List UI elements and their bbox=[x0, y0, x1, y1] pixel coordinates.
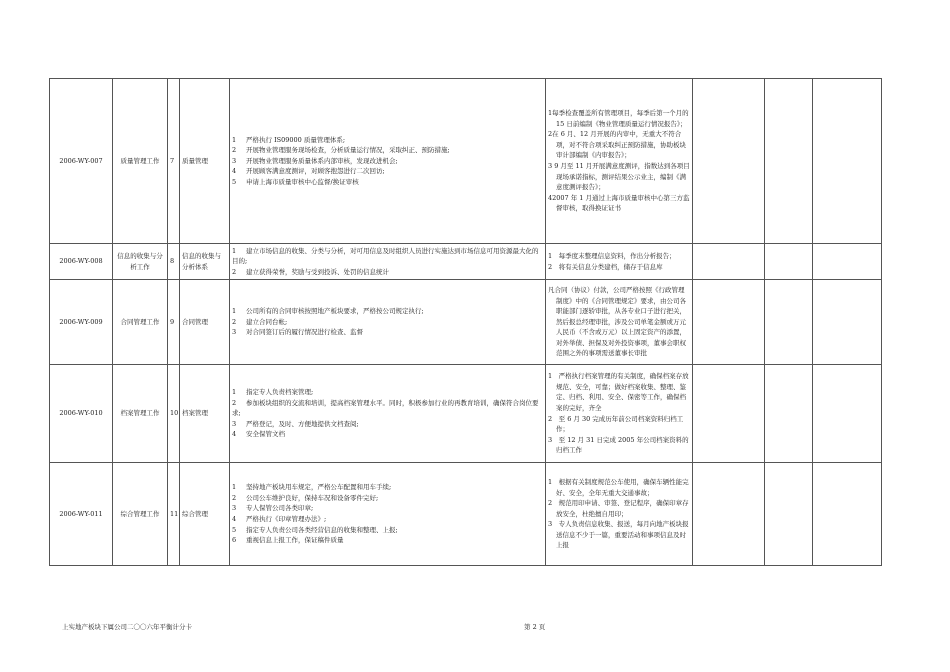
requirement-number: 1 bbox=[232, 388, 237, 397]
goal-line: 1每季检查覆盖所有管理项目，每季后第一个月的 15 日前编制《物业管理质量运行情况报告》； bbox=[548, 109, 689, 128]
requirement-number: 3 bbox=[232, 156, 237, 165]
empty-cell bbox=[765, 244, 813, 280]
row-number: 10 bbox=[168, 365, 180, 463]
row-item: 合同管理 bbox=[180, 280, 230, 365]
requirement-line bbox=[232, 177, 543, 188]
empty-cell bbox=[813, 463, 882, 566]
requirement-line bbox=[232, 327, 543, 338]
requirement-number: 1 bbox=[232, 246, 237, 255]
requirement-text: 坚持地产板块用车规定，严格公车配置和用车手续; bbox=[246, 483, 392, 492]
row-number: 8 bbox=[168, 244, 180, 280]
empty-cell bbox=[813, 365, 882, 463]
requirement-text: 专人保管公司各类印章; bbox=[246, 504, 314, 513]
requirement-line bbox=[232, 135, 543, 146]
row-requirements bbox=[230, 365, 546, 463]
row-goals bbox=[546, 463, 693, 566]
empty-cell bbox=[813, 280, 882, 365]
row-code: 2006-WY-008 bbox=[50, 244, 113, 280]
empty-cell bbox=[765, 79, 813, 244]
row-category: 信息的收集与分析工作 bbox=[113, 244, 168, 280]
requirement-number: 4 bbox=[232, 430, 237, 439]
requirement-number: 2 bbox=[232, 146, 237, 155]
requirement-number: 4 bbox=[232, 167, 237, 176]
table-row bbox=[50, 280, 882, 365]
goal-line: 2 至 6 月 30 完成历年前公司档案资料归档工作； bbox=[548, 414, 684, 434]
table-row bbox=[50, 365, 882, 463]
row-category: 档案管理工作 bbox=[113, 365, 168, 463]
requirement-text: 指定专人负责档案管理; bbox=[246, 388, 314, 397]
requirement-number: 5 bbox=[232, 525, 237, 534]
requirement-line bbox=[232, 503, 543, 514]
row-category: 合同管理工作 bbox=[113, 280, 168, 365]
requirement-line bbox=[232, 514, 543, 525]
goal-line: 3 至 12 月 31 日完成 2005 年公司档案资料的归档工作 bbox=[548, 435, 689, 455]
table-row bbox=[50, 244, 882, 280]
requirement-text: 建立市场信息的收集、分类与分析，对可用信息及时组织人员进行实施达到市场信息可用资源最大化的目的; bbox=[232, 246, 539, 266]
requirement-text: 公司所有的合同审核按照地产板块要求，严格按公司规定执行; bbox=[246, 307, 424, 316]
requirement-text: 申请上海市质量审核中心监督/换证审核 bbox=[246, 177, 359, 186]
empty-cell bbox=[813, 79, 882, 244]
requirement-line bbox=[232, 166, 543, 177]
row-requirements bbox=[230, 280, 546, 365]
requirement-line bbox=[232, 535, 543, 546]
requirement-line bbox=[232, 317, 543, 328]
requirement-text: 安全保管文档 bbox=[246, 430, 285, 439]
requirement-number: 3 bbox=[232, 328, 237, 337]
requirement-text: 开展顾客满意度测评，对顾客抱怨进行二次回访; bbox=[246, 167, 385, 176]
requirement-line bbox=[232, 145, 543, 156]
row-goals bbox=[546, 79, 693, 244]
empty-cell bbox=[693, 79, 765, 244]
requirement-line bbox=[232, 398, 543, 419]
requirement-number: 1 bbox=[232, 307, 237, 316]
requirement-line bbox=[232, 525, 543, 536]
requirement-number: 2 bbox=[232, 493, 237, 502]
goal-line: 42007 年 1 月通过上海市质量审核中心第三方监督审核，取得换证证书 bbox=[548, 193, 690, 213]
row-number: 9 bbox=[168, 280, 180, 365]
row-item: 质量管理 bbox=[180, 79, 230, 244]
table-row bbox=[50, 79, 882, 244]
empty-cell bbox=[693, 280, 765, 365]
scorecard-table bbox=[49, 78, 882, 566]
requirement-text: 严格执行《印章管理办法》; bbox=[246, 515, 327, 523]
requirement-number: 1 bbox=[232, 483, 237, 492]
requirement-text: 建立合同台帐; bbox=[246, 317, 288, 326]
requirement-number: 4 bbox=[232, 515, 237, 523]
empty-cell bbox=[693, 365, 765, 463]
requirement-text: 严格登记，及时、方便地提供文档查阅; bbox=[246, 419, 359, 428]
goal-line: 1 严格执行档案管理的有关制度，确保档案存放规范、安全，可靠；做好档案收集、整理、鉴定、归档、利用、安全、保密等工作，确保档案的完好，齐全 bbox=[548, 372, 689, 412]
row-requirements bbox=[230, 79, 546, 244]
goal-line: 2 将有关信息分类建档，储存于信息库 bbox=[548, 262, 663, 271]
row-goals bbox=[546, 280, 693, 365]
requirement-line bbox=[232, 482, 543, 493]
requirement-line bbox=[232, 387, 543, 398]
row-requirements bbox=[230, 463, 546, 566]
requirement-text: 开展物业管理服务质量体系内部审核，发现改进机会; bbox=[246, 156, 398, 165]
row-code: 2006-WY-007 bbox=[50, 79, 113, 244]
row-number: 7 bbox=[168, 79, 180, 244]
row-category: 质量管理工作 bbox=[113, 79, 168, 244]
row-code: 2006-WY-010 bbox=[50, 365, 113, 463]
goal-line: 3 9 月至 11 月开展满意度测评，指数达到各项目现场承诺指标，测评结果公示业主，编制《满意度测评报告》； bbox=[548, 162, 690, 192]
requirement-text: 对合同签订后的履行情况进行检查、监督 bbox=[246, 328, 363, 337]
row-item: 信息的收集与分析体系 bbox=[180, 244, 230, 280]
row-item: 综合管理 bbox=[180, 463, 230, 566]
row-code: 2006-WY-009 bbox=[50, 280, 113, 365]
footer-title: 上实地产板块下属公司二〇〇六年平衡计分卡 bbox=[62, 623, 192, 631]
requirement-text: 参加板块组织的交流和培训，提高档案管理水平。同时，积极参加行业的再教育培训，确保符合岗位要求; bbox=[232, 398, 539, 418]
requirement-line bbox=[232, 156, 543, 167]
empty-cell bbox=[693, 463, 765, 566]
empty-cell bbox=[765, 280, 813, 365]
goal-line: 2 规范用印申请、审签、登记程序，确保印章存放安全，杜绝擅自用印； bbox=[548, 499, 689, 518]
requirement-line bbox=[232, 419, 543, 430]
table-row bbox=[50, 463, 882, 566]
goal-line: 3 专人负责信息收集、报送，每月向地产板块报送信息不少于一篇，重要活动和事项信息及时上报 bbox=[548, 520, 689, 550]
empty-cell bbox=[765, 365, 813, 463]
goal-line: 凡合同（协议）付款，公司严格按照《行政管理制度》中的《合同管理规定》要求，由公司各职能部门逐轿审批，从各专业口子进行把关，然后报总经理审批，涉及公司单笔金额或万元人民币（不含或万元）以上固定资产的添置，对外举债、担保及对外投资事项，董事会职权范围之外的事项需送董事长审批 bbox=[548, 285, 686, 358]
row-number: 11 bbox=[168, 463, 180, 566]
requirement-number: 2 bbox=[232, 317, 237, 326]
requirement-number: 5 bbox=[232, 177, 237, 186]
requirement-line bbox=[232, 267, 543, 278]
requirement-number: 1 bbox=[232, 135, 237, 144]
row-goals bbox=[546, 365, 693, 463]
requirement-text: 重视信息上报工作，保证稿件质量 bbox=[246, 536, 344, 545]
goal-line: 2在 6 月、12 月开展的内审中，无重大不符合项，对不符合项采取纠正预防措施，协助板块审计部编制《内审报告》； bbox=[548, 130, 686, 160]
requirement-line bbox=[232, 246, 543, 267]
empty-cell bbox=[693, 244, 765, 280]
requirement-number: 3 bbox=[232, 504, 237, 513]
goal-line: 1 每季度末整理信息资料，作出分析报告； bbox=[548, 251, 676, 260]
row-code: 2006-WY-011 bbox=[50, 463, 113, 566]
page-number: 第 2 页 bbox=[524, 623, 546, 631]
requirement-line bbox=[232, 493, 543, 504]
requirement-number: 2 bbox=[232, 267, 237, 276]
requirement-line bbox=[232, 306, 543, 317]
requirement-text: 建立获得荣誉，奖励与受到投诉、处罚的信息统计 bbox=[246, 267, 389, 276]
row-goals bbox=[546, 244, 693, 280]
empty-cell bbox=[813, 244, 882, 280]
requirement-text: 严格执行 IS09000 质量管理体系; bbox=[246, 135, 346, 144]
goal-line: 1 根据有关制度规范公车使用，确保车辆性能完好、安全，全年无重大交通事故； bbox=[548, 477, 689, 497]
empty-cell bbox=[765, 463, 813, 566]
row-category: 综合管理工作 bbox=[113, 463, 168, 566]
requirement-text: 开展物业管理服务现场检查，分析质量运行情况，采取纠正、预防措施; bbox=[246, 146, 450, 155]
row-requirements bbox=[230, 244, 546, 280]
requirement-number: 3 bbox=[232, 419, 237, 428]
requirement-text: 指定专人负责公司各类经营信息的收集和整理、上报; bbox=[246, 525, 398, 534]
requirement-text: 公司公车维护良好，保持车况和设备零件完好; bbox=[246, 493, 379, 502]
requirement-line bbox=[232, 429, 543, 440]
requirement-number: 6 bbox=[232, 536, 237, 545]
requirement-number: 2 bbox=[232, 398, 237, 407]
row-item: 档案管理 bbox=[180, 365, 230, 463]
